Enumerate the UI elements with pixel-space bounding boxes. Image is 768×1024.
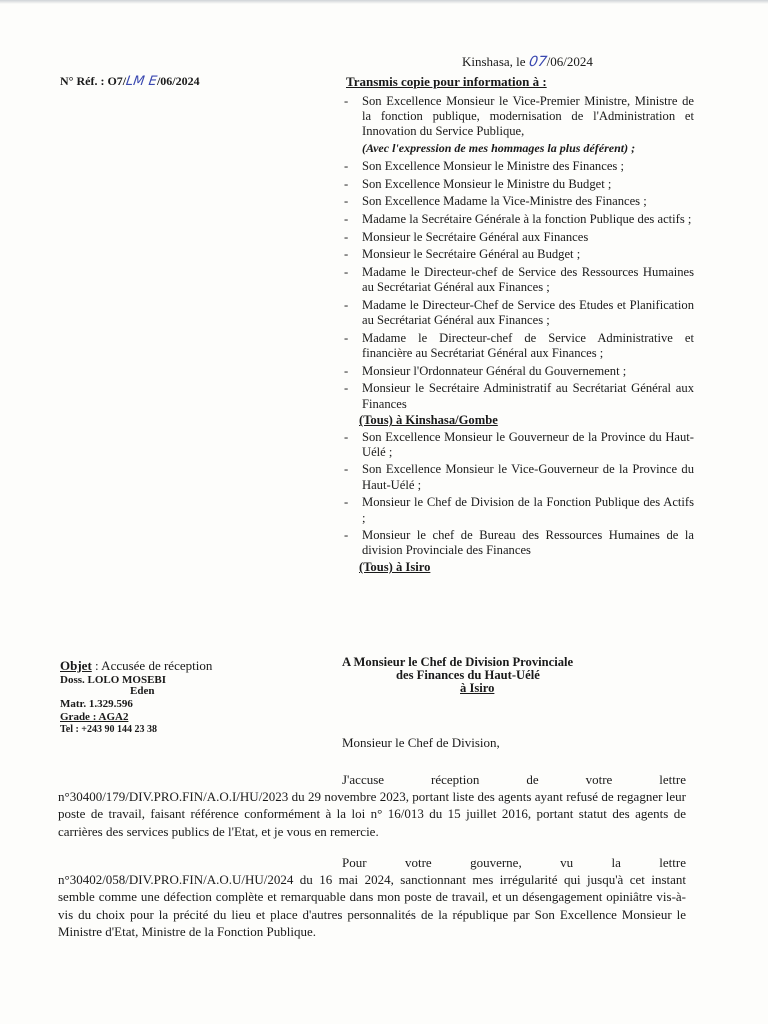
- homage-note: (Avec l'expression de mes hommages la plus déférent) ;: [362, 141, 636, 156]
- telephone: Tel : +243 90 144 23 38: [60, 724, 157, 735]
- body-paragraph-1: J'accuse réception de votre lettre n°30400/179/DIV.PRO.FIN/A.O.I/HU/2023 du 29 novembre 2023, portant liste des agents ayant refusé de regagner leur poste de travail, faisant référence conformément à la loi n° 16/013 du 15 juillet 2016, portant statut des agents de carrières des services publics de l'Etat, et je vous en remercie.: [58, 772, 686, 839]
- place-label: Kinshasa, le: [462, 54, 529, 69]
- list-item: - Monsieur le Chef de Division de la Fonction Publique des Actifs ;: [342, 495, 694, 525]
- recipients-list: [342, 94, 694, 576]
- addressee-line-1: A Monsieur le Chef de Division Provinciale: [342, 655, 574, 669]
- grade-label: Grade : AGA2: [60, 711, 129, 723]
- addressee-block: [342, 656, 682, 695]
- list-item: - Madame la Secrétaire Générale à la fonction Publique des actifs ;: [342, 212, 694, 227]
- ref-suffix: /06/2024: [156, 74, 200, 88]
- ref-prefix: N° Réf. : O7/: [60, 74, 127, 88]
- list-item: - Madame le Directeur-chef de Service des Ressources Humaines au Secrétariat Général aux Finances ;: [342, 265, 694, 295]
- dossier-firstname: Eden: [130, 685, 155, 697]
- addressee-line-3: à Isiro: [460, 681, 495, 695]
- list-item: - Son Excellence Monsieur le Vice-Gouverneur de la Province du Haut-Uélé ;: [342, 462, 694, 492]
- handwritten-ref: LM E: [125, 74, 158, 89]
- handwritten-day: 07: [527, 54, 548, 70]
- list-item: - Monsieur le Secrétaire Administratif au Secrétariat Général aux Finances: [342, 381, 694, 411]
- list-item: - Son Excellence Monsieur le Gouverneur de la Province du Haut-Uélé ;: [342, 430, 694, 460]
- place-date: [462, 54, 593, 70]
- dossier-name: Doss. LOLO MOSEBI: [60, 674, 167, 686]
- salutation: Monsieur le Chef de Division,: [342, 735, 500, 750]
- addressee-line-2: des Finances du Haut-Uélé: [396, 668, 540, 682]
- list-item: - Madame le Directeur-chef de Service Administrative et financière au Secrétariat Général aux Finances ;: [342, 331, 694, 361]
- matricule: Matr. 1.329.596: [60, 698, 133, 710]
- list-item: - Son Excellence Monsieur le Ministre du Budget ;: [342, 177, 694, 192]
- list-item: - Monsieur le chef de Bureau des Ressources Humaines de la division Provinciale des Finances: [342, 528, 694, 558]
- list-item: - Son Excellence Madame la Vice-Ministre des Finances ;: [342, 194, 694, 209]
- list-item: - Madame le Directeur-Chef de Service des Etudes et Planification au Secrétariat Général aux Finances ;: [342, 298, 694, 328]
- reference-number: [60, 74, 200, 89]
- group-location-kinshasa: (Tous) à Kinshasa/Gombe: [359, 413, 498, 428]
- body-paragraph-2: Pour votre gouverne, vu la lettre n°30402/058/DIV.PRO.FIN/A.O.U/HU/2024 du 16 mai 2024, sanctionnant mes irrégularité qui jusqu'à cet instant semble comme une défection complète et remarquable dans mon poste de travail, et un désengagement opiniâtre vis-à-vis du choix pour la précité du lieu et place d'autres personnalités de la république par Son Excellence Monsieur le Ministre d'Etat, Ministre de la Fonction Publique.: [58, 855, 686, 939]
- sender-block: [60, 658, 290, 736]
- list-item: - Monsieur le Secrétaire Général au Budget ;: [342, 247, 694, 262]
- scan-edge-shadow: [0, 0, 768, 4]
- objet-label: Objet: [60, 658, 92, 673]
- list-item: - Monsieur l'Ordonnateur Général du Gouvernement ;: [342, 364, 694, 379]
- objet-line: [60, 658, 290, 674]
- list-item: - Son Excellence Monsieur le Ministre des Finances ;: [342, 159, 694, 174]
- grade: [60, 711, 290, 723]
- list-item: - Monsieur le Secrétaire Général aux Finances: [342, 230, 694, 245]
- group-location-isiro: (Tous) à Isiro: [359, 560, 431, 575]
- objet-text: : Accusée de réception: [91, 658, 213, 673]
- transmis-title: Transmis copie pour information à :: [346, 74, 547, 89]
- month-year: /06/2024: [546, 54, 593, 69]
- list-item: [342, 141, 694, 156]
- list-item: - Son Excellence Monsieur le Vice-Premier Ministre, Ministre de la fonction publique, modernisation de l'Administration et Innovation du Service Publique,: [342, 94, 694, 140]
